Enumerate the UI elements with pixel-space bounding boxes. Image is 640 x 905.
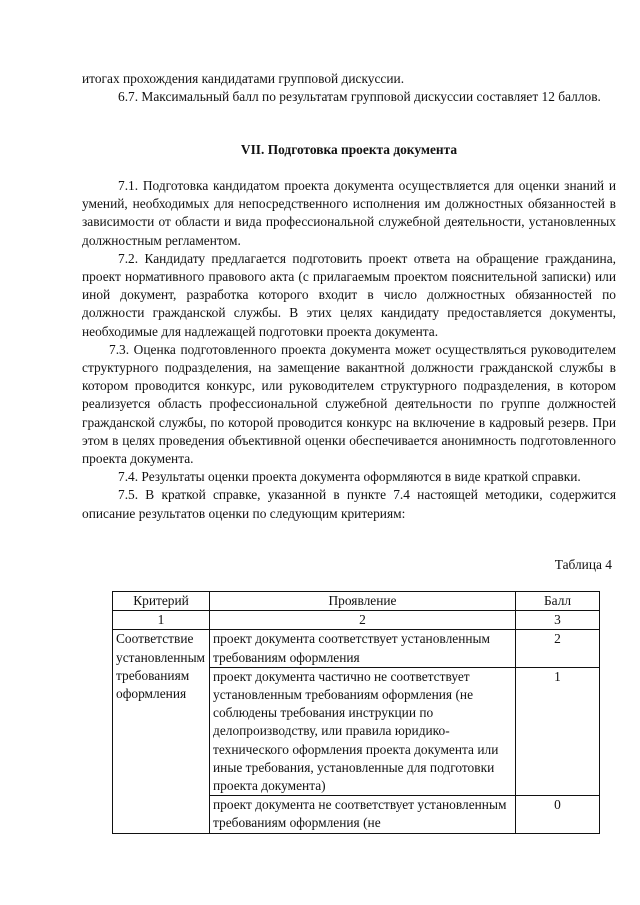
manifestation-cell: проект документа частично не соответствует установленным требованиям оформления (не соблюдены требования инструкции по делопроизводству, или правила юридико-технического оформления проекта документа или иные требования, установленные для подготовки проекта документа): [210, 667, 516, 795]
section-title: VII. Подготовка проекта документа: [240, 142, 458, 157]
section-body: [82, 177, 616, 523]
paragraph-7-5: 7.5. В краткой справке, указанной в пункте 7.4 настоящей методики, содержится описание результатов оценки по следующим критериям:: [82, 487, 616, 521]
paragraph-7-1: 7.1. Подготовка кандидатом проекта документа осуществляется для оценки знаний и умений, необходимых для непосредственного исполнения им должностных обязанностей в зависимости от области и вида профессиональной служебной деятельности, установленных должностным регламентом.: [82, 178, 616, 248]
score-cell: 0: [516, 796, 600, 833]
paragraph-7-4: 7.4. Результаты оценки проекта документа оформляются в виде краткой справки.: [118, 469, 581, 485]
intro-line: итогах прохождения кандидатами групповой дискуссии.: [82, 71, 405, 86]
manifestation-cell: проект документа не соответствует установленным требованиям оформления (не: [210, 796, 516, 833]
column-number: 2: [210, 611, 516, 630]
manifestation-cell: проект документа соответствует установленным требованиям оформления: [210, 630, 516, 667]
column-number: 3: [516, 611, 600, 630]
table-header-row: [113, 592, 600, 611]
paragraph-7-2: 7.2. Кандидату предлагается подготовить проект ответа на обращение гражданина, проект нормативного правового акта (с прилагаемым проектом пояснительной записки) или иной документ, разработка которого входит в число должностных обязанностей по должности гражданской службы. В этих целях кандидату предоставляется документы, необходимые для надлежащей подготовки проекта документа.: [82, 250, 616, 339]
table-row: [113, 630, 600, 667]
score-cell: 1: [516, 667, 600, 795]
paragraph-6-7: 6.7. Максимальный балл по результатам групповой дискуссии составляет 12 баллов.: [118, 89, 601, 105]
criteria-table: [112, 591, 600, 834]
header-manifestation: Проявление: [210, 592, 516, 611]
table-caption: Таблица 4: [554, 557, 612, 572]
intro-block: [82, 70, 616, 106]
table-number-row: [113, 611, 600, 630]
header-criterion: Критерий: [113, 592, 210, 611]
column-number: 1: [113, 611, 210, 630]
paragraph-7-3: 7.3. Оценка подготовленного проекта документа может осуществляться руководителем структурного подразделения, на замещение вакантной должности гражданской службы в котором проводится конкурс, или руководителем структурного подразделения, в котором реализуется область профессиональной служебной деятельности по группе должностей гражданской службы, по которой проводится конкурс на включение в кадровый резерв. При этом в целях проведения объективной оценки обеспечивается анонимность подготовленного проекта документа.: [82, 341, 616, 467]
header-score: Балл: [516, 592, 600, 611]
score-cell: 2: [516, 630, 600, 667]
criterion-cell: Соответствие установленным требованиям оформления: [113, 630, 210, 833]
